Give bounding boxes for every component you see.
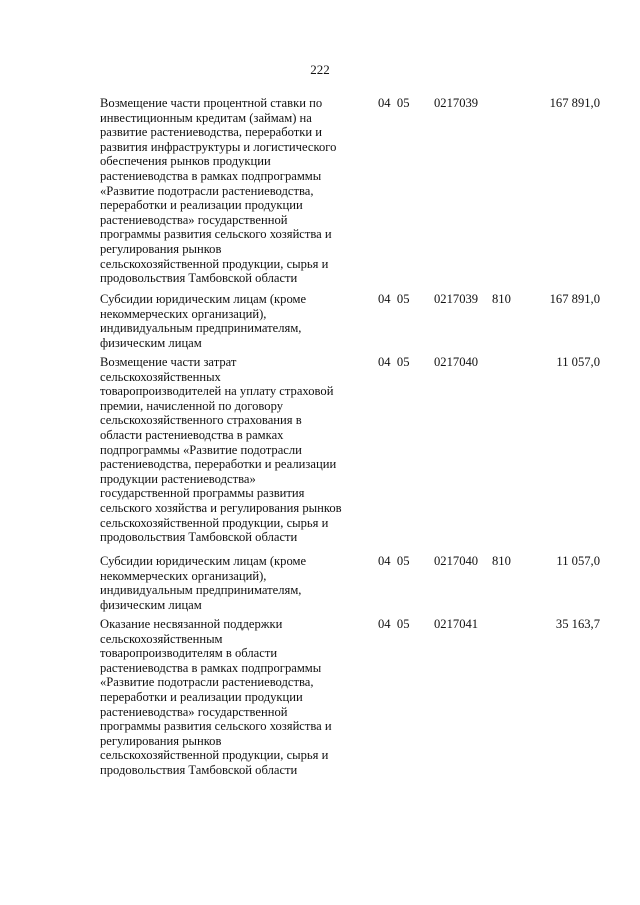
row-section: 04 05 — [378, 554, 410, 568]
row-description: Возмещение части затрат сельскохозяйственных товаропроизводителей на уплату страховой премии, начисленной по договору сельскохозяйственного страхования в области растениеводства в рамках подпрограммы «Развитие подотрасли растениеводства, переработки и реализации продукции растениеводства» государственной программы развития сельского хозяйства и регулирования рынков сельскохозяйственной продукции, сырья и продовольствия Тамбовской области — [100, 355, 342, 545]
row-expense-type: 810 — [492, 292, 511, 306]
row-amount: 35 163,7 — [555, 617, 600, 631]
row-amount: 167 891,0 — [549, 96, 600, 110]
row-code: 0217040 — [434, 554, 479, 568]
row-expense-type: 810 — [492, 554, 511, 568]
page-number: 222 — [310, 62, 330, 77]
row-section: 04 05 — [378, 96, 410, 110]
row-section: 04 05 — [378, 355, 410, 369]
row-description: Возмещение части процентной ставки по инвестиционным кредитам (займам) на развитие растениеводства, переработки и развития инфраструктуры и логистического обеспечения рынков продукции растениеводства в рамках подпрограммы «Развитие подотрасли растениеводства, переработки и реализации продукции растениеводства» государственной программы развития сельского хозяйства и регулирования рынков сельскохозяйственной продукции, сырья и продовольствия Тамбовской области — [100, 96, 337, 286]
row-code: 0217040 — [434, 355, 479, 369]
row-code: 0217041 — [434, 617, 479, 631]
row-description: Оказание несвязанной поддержки сельскохозяйственным товаропроизводителям в области растениеводства в рамках подпрограммы «Развитие подотрасли растениеводства, переработки и реализации продукции растениеводства» государственной программы развития сельского хозяйства и регулирования рынков сельскохозяйственной продукции, сырья и продовольствия Тамбовской области — [100, 617, 332, 777]
row-description: Субсидии юридическим лицам (кроме некоммерческих организаций), индивидуальным предпринимателям, физическим лицам — [100, 554, 307, 612]
row-code: 0217039 — [434, 96, 479, 110]
row-code: 0217039 — [434, 292, 479, 306]
row-description: Субсидии юридическим лицам (кроме некоммерческих организаций), индивидуальным предпринимателям, физическим лицам — [100, 292, 307, 350]
row-amount: 11 057,0 — [556, 355, 600, 369]
row-amount: 167 891,0 — [549, 292, 600, 306]
row-section: 04 05 — [378, 292, 410, 306]
row-section: 04 05 — [378, 617, 410, 631]
row-amount: 11 057,0 — [556, 554, 600, 568]
